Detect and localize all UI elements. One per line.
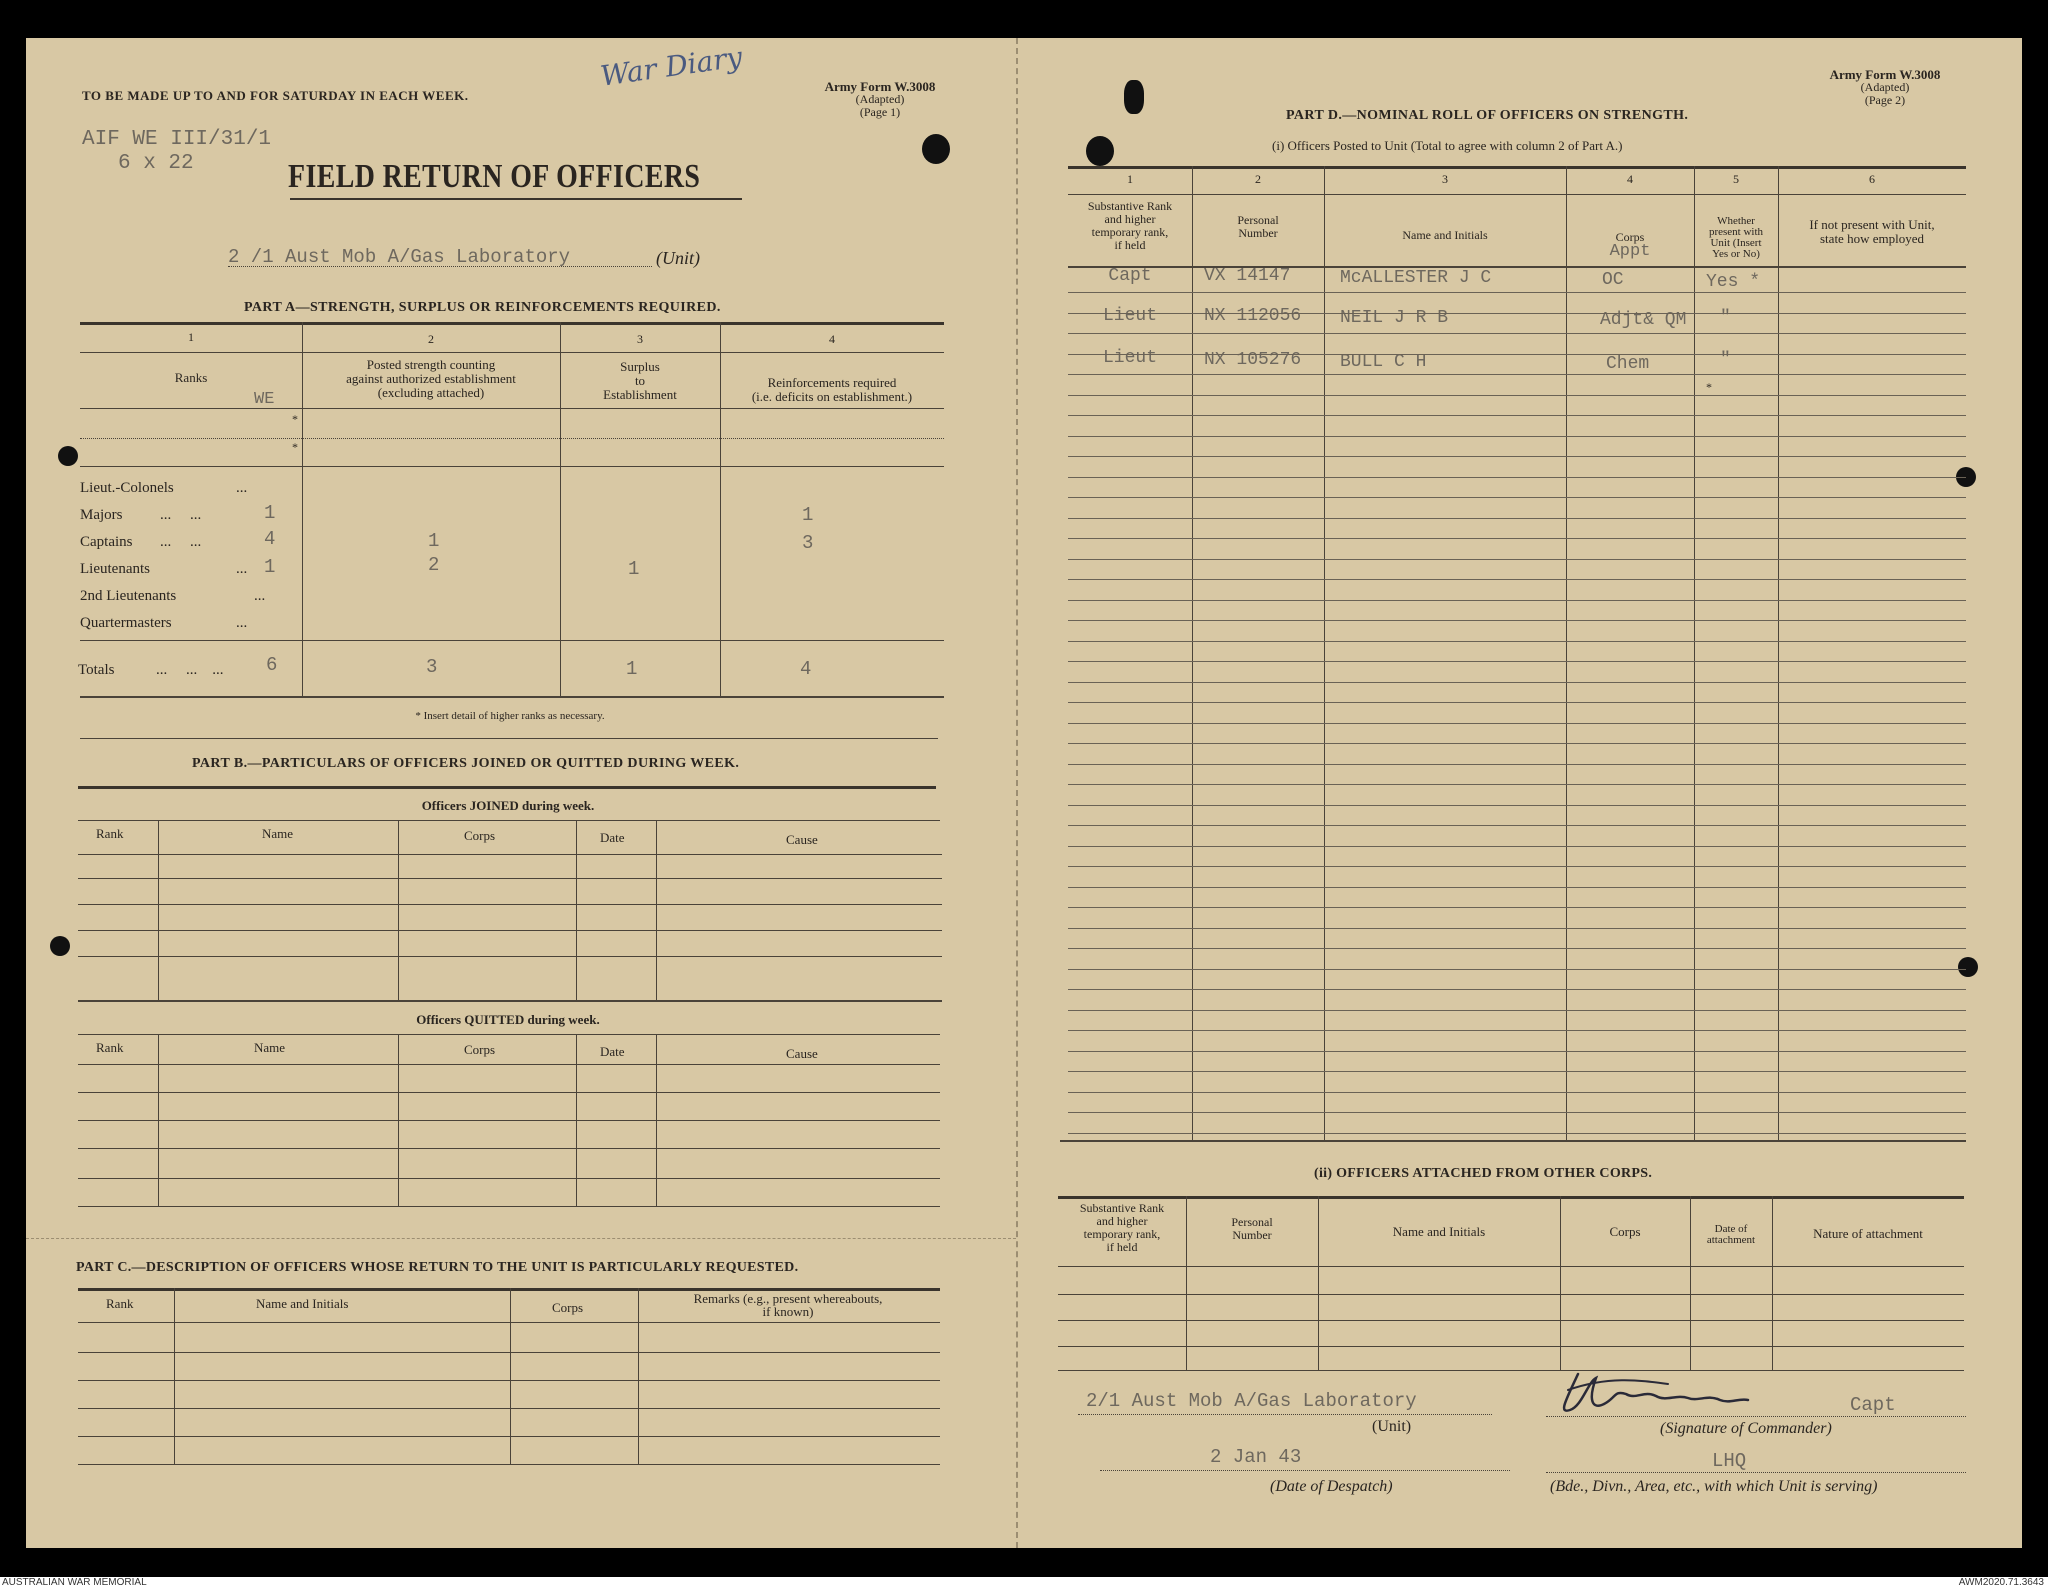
form-id-line: (Adapted) xyxy=(855,92,905,106)
joined-row-line xyxy=(78,930,942,931)
attached-rank-header xyxy=(1058,1202,1186,1254)
part-d-row-line xyxy=(1068,887,1966,888)
part-d-row-line xyxy=(1068,415,1966,416)
commander-signature xyxy=(1548,1360,1788,1420)
joined-col xyxy=(398,820,399,1000)
we-value: 1 xyxy=(264,502,276,524)
corps-header: Corps xyxy=(1615,230,1645,244)
joined-row-line xyxy=(78,878,942,879)
part-a-heading: PART A—STRENGTH, SURPLUS OR REINFORCEMENTS REQUIRED. xyxy=(244,300,721,315)
joined-col-date: Date xyxy=(600,830,625,845)
quitted-col-corps: Corps xyxy=(464,1042,496,1057)
part-d-row-line xyxy=(1068,1092,1966,1093)
attached-number-header xyxy=(1186,1216,1318,1242)
part-d-row-line xyxy=(1068,579,1966,580)
page-fold xyxy=(1016,38,1018,1548)
leader-dots: ... xyxy=(236,561,248,577)
form-title: FIELD RETURN OF OFFICERS xyxy=(288,158,701,195)
quitted-col-cause: Cause xyxy=(786,1046,818,1061)
title-underline xyxy=(290,198,742,200)
quitted-row-line xyxy=(78,1206,940,1207)
part-a-colnum: 3 xyxy=(637,332,643,346)
part-c-row-line xyxy=(78,1436,940,1437)
employed-header xyxy=(1778,218,1966,246)
joined-row-line xyxy=(78,1000,942,1002)
totals-surplus: 1 xyxy=(626,658,638,680)
attached-date-header xyxy=(1690,1224,1772,1246)
signature-line xyxy=(1546,1416,1966,1417)
part-d-colnum: 2 xyxy=(1255,172,1261,186)
part-a-rule xyxy=(80,696,944,698)
attached-row-line xyxy=(1058,1346,1964,1347)
header-line: Number xyxy=(1238,226,1278,240)
leader-dots: ... ... xyxy=(160,507,202,523)
part-d-row-line xyxy=(1068,907,1966,908)
joined-col xyxy=(158,820,159,1000)
part-b-heading: PART B.—PARTICULARS OF OFFICERS JOINED OR QUITTED DURING WEEK. xyxy=(192,756,740,771)
part-d-row-line xyxy=(1068,1071,1966,1072)
part-d-row-line xyxy=(1068,764,1966,765)
quitted-row-line xyxy=(78,1064,940,1065)
part-d-row-line xyxy=(1068,846,1966,847)
header-line: Substantive Rank xyxy=(1087,199,1173,213)
part-d-colnum: 4 xyxy=(1627,172,1633,186)
part-b-top-rule xyxy=(78,786,936,789)
part-d-row-line xyxy=(1068,600,1966,601)
header-line: if held xyxy=(1114,238,1146,252)
part-d-colnum: 5 xyxy=(1733,172,1739,186)
part-d-row-line xyxy=(1068,743,1966,744)
form-id-page2 xyxy=(1800,68,1970,107)
header-line: attachment xyxy=(1706,1234,1756,1246)
archive-name: AUSTRALIAN WAR MEMORIAL xyxy=(2,1577,147,1588)
officer-rank: Lieut xyxy=(1102,306,1157,326)
joined-rule xyxy=(78,820,940,821)
officer-number: VX 14147 xyxy=(1204,266,1291,286)
rank-label: Lieutenants xyxy=(80,561,150,577)
quitted-row-line xyxy=(78,1092,940,1093)
attached-col xyxy=(1560,1196,1561,1370)
signoff-unit-line xyxy=(1078,1414,1492,1415)
header-line: present with xyxy=(1708,226,1764,238)
attached-row-line xyxy=(1058,1320,1964,1321)
joined-row-line xyxy=(78,904,942,905)
quitted-row-line xyxy=(78,1178,940,1179)
part-d-colnum: 1 xyxy=(1127,172,1133,186)
formation-label: (Bde., Divn., Area, etc., with which Unit is serving) xyxy=(1550,1478,1878,1495)
header-line: (i.e. deficits on establishment.) xyxy=(751,389,913,404)
despatch-date-value: 2 Jan 43 xyxy=(1210,1446,1302,1468)
part-d-sub-ii: (ii) OFFICERS ATTACHED FROM OTHER CORPS. xyxy=(1314,1166,1653,1181)
unit-dotted-line xyxy=(228,266,652,267)
quitted-row-line xyxy=(78,1148,940,1149)
part-d-row-line xyxy=(1068,395,1966,396)
attached-row-line xyxy=(1058,1370,1964,1371)
reinf-header xyxy=(720,376,944,404)
reinf-value: 1 xyxy=(802,504,814,526)
part-d-bottom-rule xyxy=(1060,1140,1966,1142)
rank-label: Captains xyxy=(80,534,133,550)
formation-line xyxy=(1546,1472,1966,1473)
part-d-row-line xyxy=(1068,723,1966,724)
part-c-row-line xyxy=(78,1322,940,1323)
part-d-row-line xyxy=(1068,497,1966,498)
signoff-unit-value: 2/1 Aust Mob A/Gas Laboratory xyxy=(1086,1390,1417,1412)
part-d-row-line xyxy=(1068,1030,1966,1031)
quitted-heading: Officers QUITTED during week. xyxy=(416,1012,600,1027)
rank-label: Quartermasters xyxy=(80,615,172,631)
part-d-row-line xyxy=(1068,354,1966,355)
handwritten-note: War Diary xyxy=(598,40,745,93)
header-line: against authorized establishment xyxy=(346,371,516,386)
officer-present: " xyxy=(1720,350,1731,370)
officer-corps: Chem xyxy=(1606,354,1650,374)
part-c-row-line xyxy=(78,1352,940,1353)
part-c-col-remarks xyxy=(638,1292,938,1318)
rank-label: 2nd Lieutenants xyxy=(80,588,177,604)
part-a-colnum: 1 xyxy=(188,330,194,344)
unit-label: (Unit) xyxy=(656,248,700,268)
quitted-col-name: Name xyxy=(254,1040,286,1055)
we-mark: WE xyxy=(254,390,275,409)
form-id-line: Army Form W.3008 xyxy=(1829,67,1941,82)
unit-value: 2 /1 Aust Mob A/Gas Laboratory xyxy=(228,246,571,268)
part-d-rule xyxy=(1068,266,1966,268)
part-d-row-line xyxy=(1068,948,1966,949)
part-d-row-line xyxy=(1068,292,1966,293)
officer-number: NX 112056 xyxy=(1204,306,1302,326)
officer-present: " xyxy=(1720,308,1731,328)
appt-label: Appt xyxy=(1609,242,1651,261)
part-c-col xyxy=(510,1288,511,1464)
name-header: Name and Initials xyxy=(1402,228,1488,242)
header-line: Whether xyxy=(1717,215,1755,227)
header-line: Substantive Rank xyxy=(1079,1201,1165,1215)
archive-footer xyxy=(0,1577,2048,1589)
part-d-row-line xyxy=(1068,1112,1966,1113)
part-c-col-rank: Rank xyxy=(106,1296,134,1311)
rank-label: Majors xyxy=(80,507,123,523)
form-id-line: (Page 1) xyxy=(859,105,901,119)
part-c-col-corps: Corps xyxy=(552,1300,584,1315)
part-d-heading: PART D.—NOMINAL ROLL OF OFFICERS ON STRENGTH. xyxy=(1286,108,1689,123)
part-d-row-line xyxy=(1068,1010,1966,1011)
part-d-row-line xyxy=(1068,477,1966,478)
instruction-text: TO BE MADE UP TO AND FOR SATURDAY IN EACH WEEK. xyxy=(82,88,469,103)
posted-header xyxy=(302,358,560,400)
part-d-row-line xyxy=(1068,538,1966,539)
totals-reinf: 4 xyxy=(800,658,812,680)
leader-dots: ... ... ... xyxy=(156,662,224,678)
part-d-row-line xyxy=(1068,436,1966,437)
part-d-row-line xyxy=(1068,313,1966,314)
joined-col-rank: Rank xyxy=(96,826,124,841)
header-line: Posted strength counting xyxy=(366,357,496,372)
part-d-row-line xyxy=(1068,333,1966,334)
part-d-row-line xyxy=(1068,969,1966,970)
joined-col-corps: Corps xyxy=(464,828,496,843)
posted-value: 1 xyxy=(428,530,440,552)
part-d-row-line xyxy=(1068,456,1966,457)
totals-label: Totals xyxy=(78,662,115,678)
part-d-row-line xyxy=(1068,374,1966,375)
header-line: Establishment xyxy=(603,387,677,402)
rank-header xyxy=(1068,200,1192,252)
formation-value: LHQ xyxy=(1712,1450,1747,1472)
surplus-header xyxy=(560,360,720,402)
attached-name-header: Name and Initials xyxy=(1392,1224,1486,1239)
part-d-row-line xyxy=(1068,1051,1966,1052)
signature-label: (Signature of Commander) xyxy=(1660,1420,1832,1437)
part-a-top-rule xyxy=(80,322,944,325)
part-c-col xyxy=(174,1288,175,1464)
header-line: (excluding attached) xyxy=(377,385,485,400)
attached-top-rule xyxy=(1058,1196,1964,1199)
punch-hole xyxy=(1124,80,1144,114)
part-d-colnum: 3 xyxy=(1442,172,1448,186)
quitted-rule xyxy=(78,1034,940,1035)
part-a-colnum: 2 xyxy=(428,332,434,346)
part-d-row-line xyxy=(1068,784,1966,785)
part-d-row-line xyxy=(1068,928,1966,929)
part-d-row-line xyxy=(1068,559,1966,560)
part-d-rule xyxy=(1068,194,1966,195)
officer-name: NEIL J R B xyxy=(1340,308,1449,328)
part-d-row-line xyxy=(1068,866,1966,867)
leader-dots: ... xyxy=(236,480,248,496)
form-id-line: (Adapted) xyxy=(1860,80,1910,94)
signoff-unit-label: (Unit) xyxy=(1372,1418,1412,1435)
header-line: state how employed xyxy=(1820,231,1924,246)
attached-row-line xyxy=(1058,1266,1964,1267)
quitted-row-line xyxy=(78,1120,940,1121)
we-value: 1 xyxy=(264,556,276,578)
perforation-line xyxy=(26,1238,1016,1239)
attached-row-line xyxy=(1058,1294,1964,1295)
officer-corps: Adjt& QM xyxy=(1600,310,1687,330)
attached-corps-header: Corps xyxy=(1609,1224,1641,1239)
part-a-colnum: 4 xyxy=(829,332,835,346)
part-c-row-line xyxy=(78,1408,940,1409)
header-line: If not present with Unit, xyxy=(1809,217,1935,232)
part-c-row-line xyxy=(78,1380,940,1381)
header-line: and higher xyxy=(1096,1214,1148,1228)
leader-dots: ... xyxy=(254,588,266,604)
part-d-row-line xyxy=(1068,518,1966,519)
header-line: temporary rank, xyxy=(1091,225,1169,239)
part-a-rule xyxy=(80,352,944,353)
despatch-date-line xyxy=(1100,1470,1510,1471)
number-header xyxy=(1192,214,1324,240)
ditto-note: * xyxy=(1706,380,1712,394)
part-a-footnote: * Insert detail of higher ranks as necessary. xyxy=(415,710,605,722)
part-a-bottom-rule xyxy=(80,738,938,739)
present-header xyxy=(1694,216,1778,260)
part-d-top-rule xyxy=(1068,166,1966,169)
asterisk-mark: * xyxy=(292,440,298,454)
archive-ref: AWM2020.71.3643 xyxy=(1958,1577,2044,1588)
totals-posted: 3 xyxy=(426,656,438,678)
joined-col-cause: Cause xyxy=(786,832,818,847)
posted-value: 2 xyxy=(428,554,440,576)
punch-hole xyxy=(1958,957,1978,977)
punch-hole xyxy=(1086,136,1114,166)
part-d-sub-i: (i) Officers Posted to Unit (Total to agree with column 2 of Part A.) xyxy=(1272,138,1623,153)
punch-hole xyxy=(922,134,950,164)
joined-col-name: Name xyxy=(262,826,294,841)
part-d-row-line xyxy=(1068,702,1966,703)
joined-col xyxy=(576,820,577,1000)
part-d-row-line xyxy=(1068,641,1966,642)
header-line: Remarks (e.g., present whereabouts, xyxy=(693,1291,883,1306)
officer-name: BULL C H xyxy=(1340,352,1427,372)
attached-col xyxy=(1690,1196,1691,1370)
surplus-value: 1 xyxy=(628,558,640,580)
officer-rank: Lieut xyxy=(1102,348,1157,368)
header-line: Yes or No) xyxy=(1712,248,1760,260)
signature-rank: Capt xyxy=(1850,1394,1896,1416)
part-c-heading: PART C.—DESCRIPTION OF OFFICERS WHOSE RETURN TO THE UNIT IS PARTICULARLY REQUESTED. xyxy=(76,1260,799,1275)
part-d-row-line xyxy=(1068,661,1966,662)
attached-col xyxy=(1772,1196,1773,1370)
despatch-date-label: (Date of Despatch) xyxy=(1270,1478,1393,1495)
part-d-row-line xyxy=(1068,989,1966,990)
part-c-col-name: Name and Initials xyxy=(256,1296,349,1311)
reinf-value: 3 xyxy=(802,532,814,554)
part-d-row-line xyxy=(1068,805,1966,806)
header-line: to xyxy=(634,373,646,388)
form-id-line: (Page 2) xyxy=(1864,93,1906,107)
officer-name: McALLESTER J C xyxy=(1340,268,1492,288)
part-a-rule xyxy=(80,438,944,439)
header-line: Personal xyxy=(1231,1215,1273,1229)
we-value: 4 xyxy=(264,528,276,550)
joined-heading: Officers JOINED during week. xyxy=(421,798,595,813)
header-line: Date of xyxy=(1714,1223,1748,1235)
punch-hole xyxy=(50,936,70,956)
ranks-header: Ranks xyxy=(174,370,208,385)
quitted-col-rank: Rank xyxy=(96,1040,124,1055)
attached-col xyxy=(1318,1196,1319,1370)
leader-dots: ... xyxy=(236,615,248,631)
header-line: Number xyxy=(1232,1228,1272,1242)
part-d-row-line xyxy=(1068,682,1966,683)
attached-nature-header: Nature of attachment xyxy=(1813,1226,1923,1241)
form-id-line: Army Form W.3008 xyxy=(824,79,936,94)
quitted-col-date: Date xyxy=(600,1044,625,1059)
header-line: if held xyxy=(1106,1240,1138,1254)
joined-col xyxy=(656,820,657,1000)
joined-row-line xyxy=(78,854,942,855)
header-line: Unit (Insert xyxy=(1710,237,1762,249)
leader-dots: ... ... xyxy=(160,534,202,550)
asterisk-mark: * xyxy=(292,412,298,426)
totals-we: 6 xyxy=(266,654,278,676)
joined-row-line xyxy=(78,956,942,957)
part-d-row-line xyxy=(1068,825,1966,826)
header-line: Reinforcements required xyxy=(767,375,897,390)
officer-rank: Capt xyxy=(1108,266,1152,286)
header-line: Surplus xyxy=(620,359,660,374)
officer-corps: OC xyxy=(1602,270,1624,290)
officer-number: NX 105276 xyxy=(1204,350,1302,370)
punch-hole xyxy=(58,446,78,466)
part-c-row-line xyxy=(78,1464,940,1465)
rank-label: Lieut.-Colonels xyxy=(80,480,174,496)
part-d-row-line xyxy=(1068,1133,1966,1134)
ref-sub: 6 x 22 xyxy=(118,152,194,175)
ref-code: AIF WE III/31/1 xyxy=(82,128,272,151)
part-a-rule xyxy=(80,408,944,409)
part-a-rule xyxy=(80,466,944,467)
header-line: if known) xyxy=(762,1304,814,1319)
part-d-row-line xyxy=(1068,620,1966,621)
officer-present: Yes * xyxy=(1706,272,1761,292)
part-d-colnum: 6 xyxy=(1869,172,1875,186)
header-line: and higher xyxy=(1104,212,1156,226)
part-a-rule xyxy=(80,640,944,641)
header-line: Personal xyxy=(1237,213,1279,227)
form-id-page1 xyxy=(790,80,970,119)
header-line: temporary rank, xyxy=(1083,1227,1161,1241)
